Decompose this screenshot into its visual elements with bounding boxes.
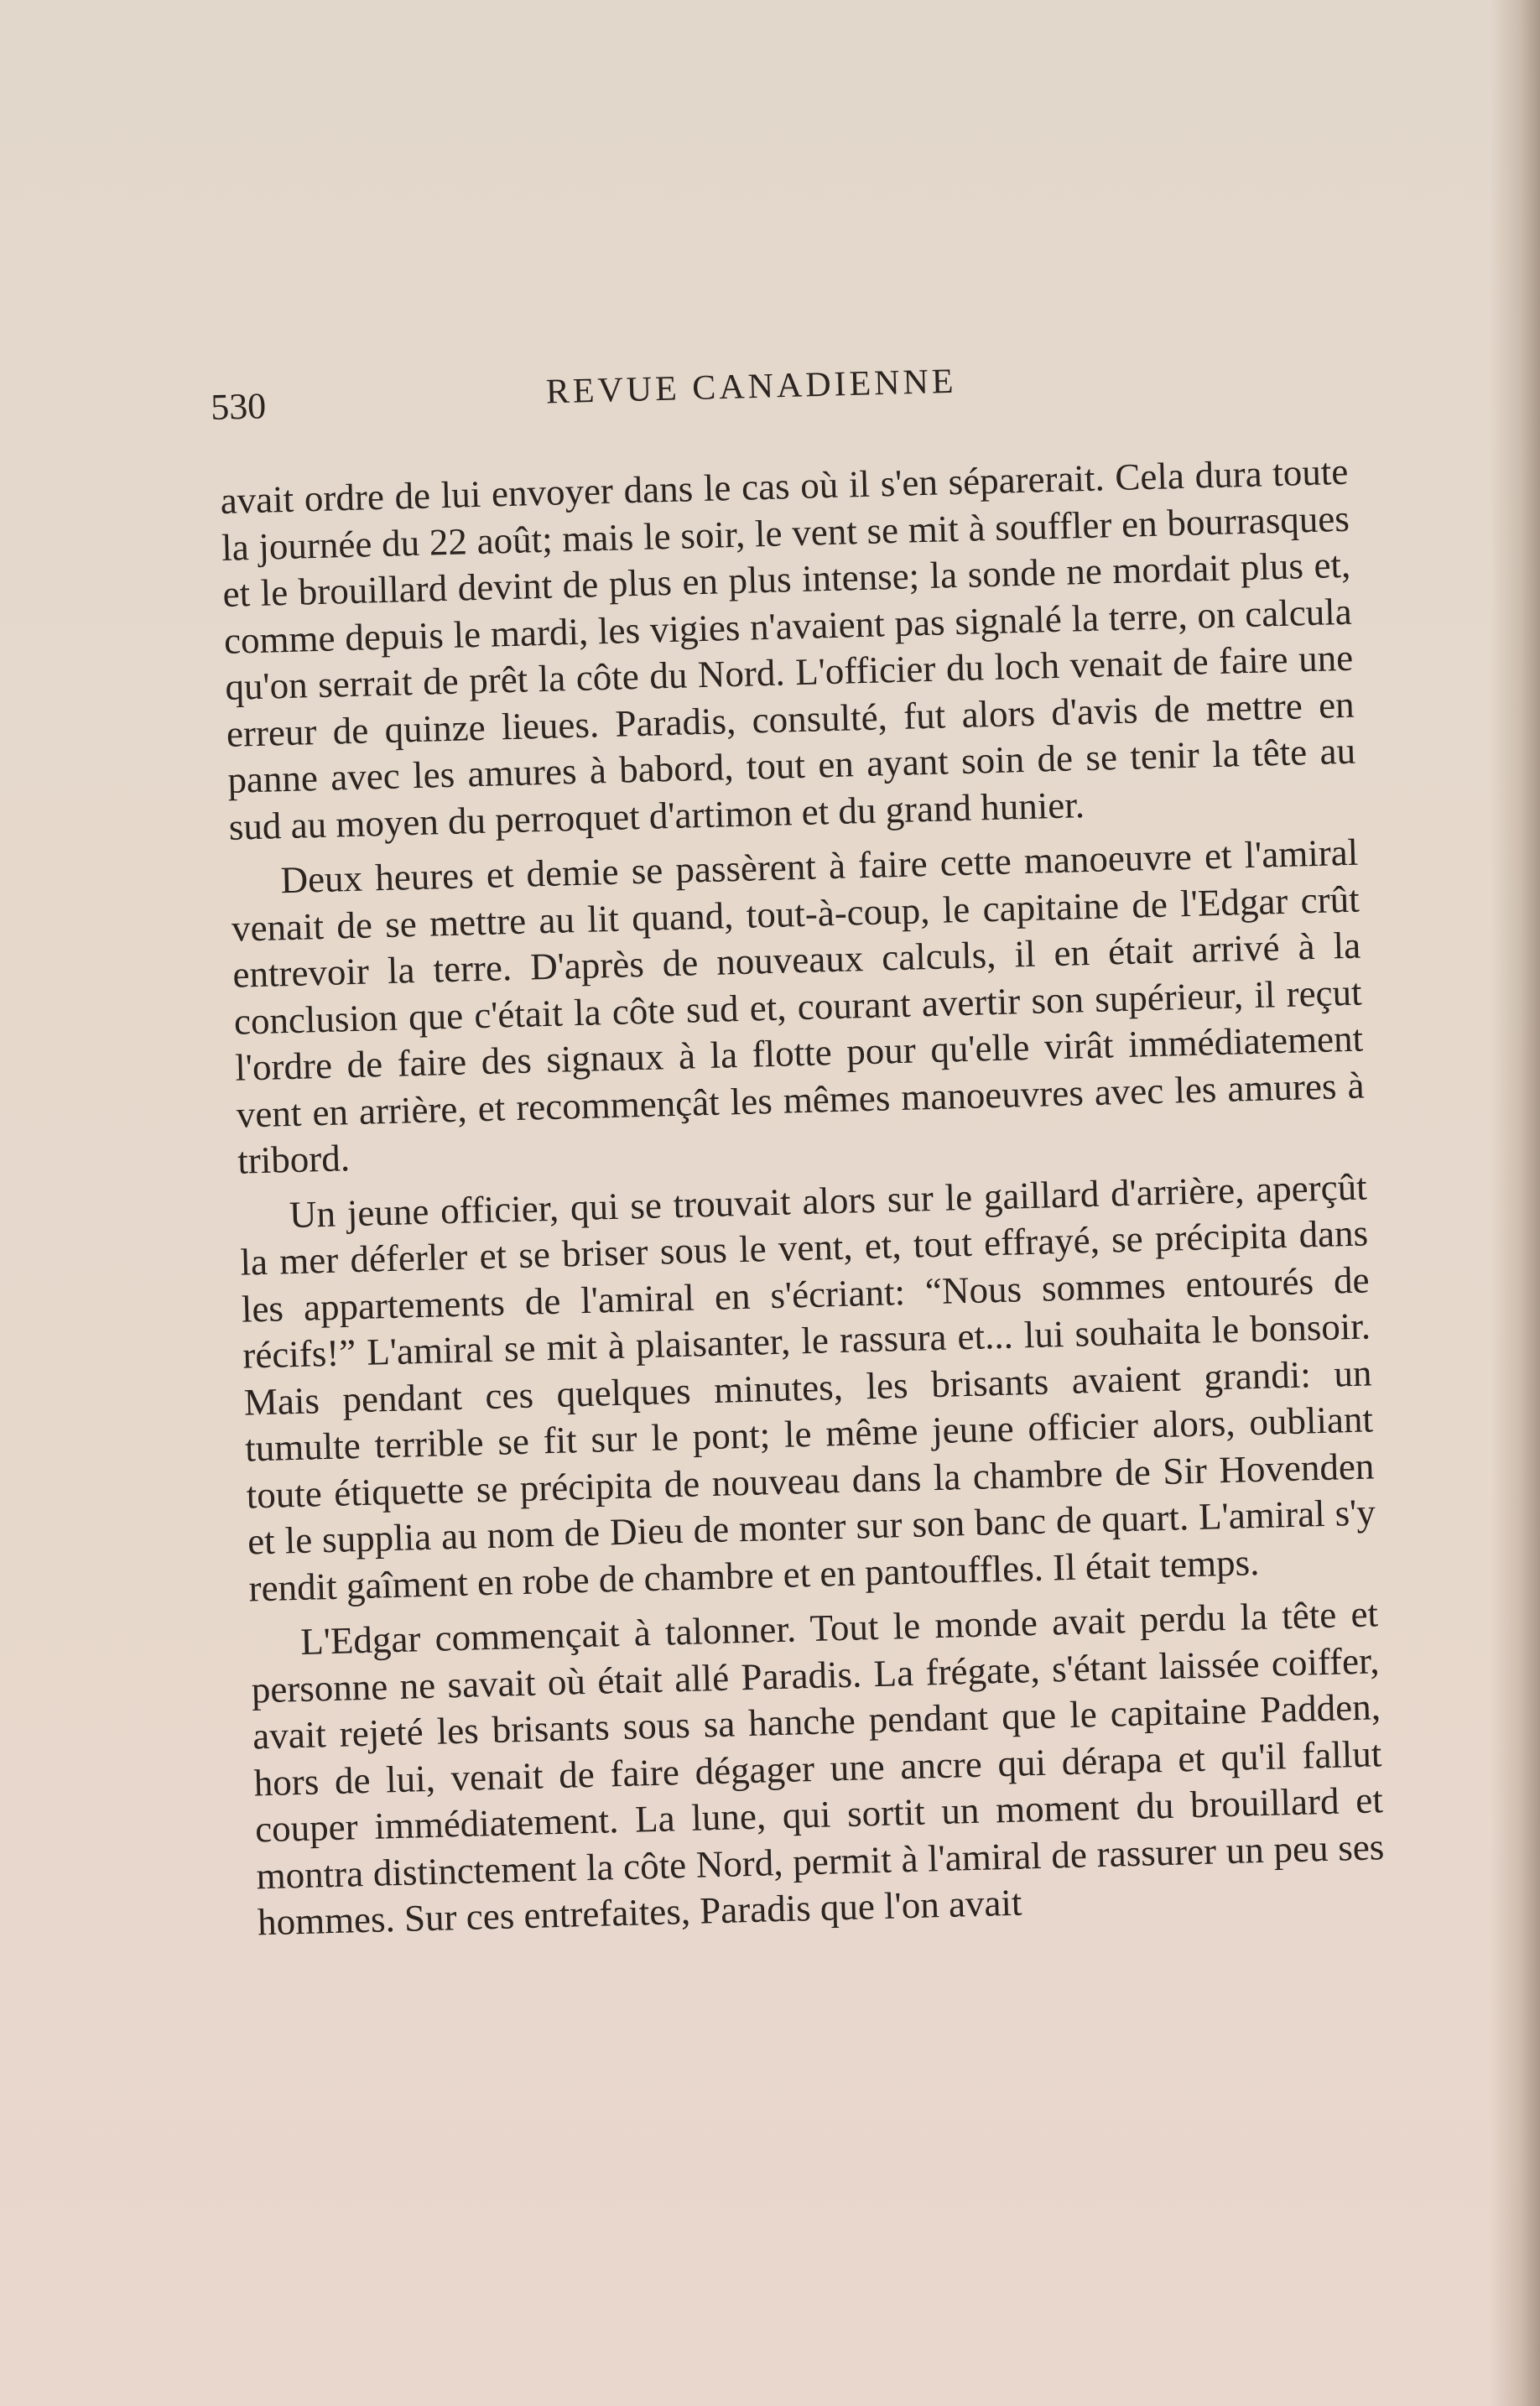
paragraph-1: avait ordre de lui envoyer dans le cas où il s'en séparerait. Cela dura toute la journée du 22 août; mais le soir, le vent se mit à souffler en bourrasques et le brouillard devint de plus en plus intense; la sonde ne mordait plus et, comme depuis le mardi, les vigies n'avaient pas signalé la terre, on calcula qu'on serrait de prêt la côte du Nord. L'officier du loch venait de faire une erreur de quinze lieues. Paradis, consulté, fut alors d'avis de mettre en panne avec les amures à babord, tout en ayant soin de se tenir la tête au sud au moyen du perroquet d'artimon et du grand hunier. [220, 450, 1356, 848]
page-number: 530 [210, 385, 267, 428]
paragraph-3: Un jeune officier, qui se trouvait alors sur le gaillard d'arrière, aperçût la mer déferler et se briser sous le vent, et, tout effrayé, se précipita dans les appartements de l'amiral en s'écriant: “Nous sommes entourés de récifs!” L'amiral se mit à plaisanter, le rassura et... lui souhaita le bonsoir. Mais pendant ces quelques minutes, les brisants avaient grandi: un tumulte terrible se fit sur le pont; le même jeune officier alors, oubliant toute étiquette se précipita de nouveau dans la chambre de Sir Hovenden et le supplia au nom de Dieu de monter sur son banc de quart. L'amiral s'y rendit gaîment en robe de chambre et en pantouffles. Il était temps. [239, 1164, 1376, 1610]
page-header [210, 340, 1344, 436]
paragraph-2: Deux heures et demie se passèrent à faire cette manoeuvre et l'amiral venait de se mettre au lit quand, tout-à-coup, le capitaine de l'Edgar crût entrevoir la terre. D'après de nouveaux calculs, il en était arrivé à la conclusion que c'était la côte sud et, courant avertir son supérieur, il reçut l'ordre de faire des signaux à la flotte pour qu'elle virât immédiatement vent en arrière, et recommençât les mêmes manoeuvres avec les amures à tribord. [231, 831, 1366, 1182]
page-edge-shadow [1490, 0, 1540, 2406]
body-text [220, 449, 1387, 1955]
running-title: REVUE CANADIENNE [545, 362, 958, 412]
paragraph-4: L'Edgar commençait à talonner. Tout le monde avait perdu la tête et personne ne savait où était allé Paradis. La frégate, s'étant laissée coiffer, avait rejeté les brisants sous sa hanche pendant que le capitaine Padden, hors de lui, venait de faire dégager une ancre qui dérapa et qu'il fallut couper immédiatement. La lune, qui sortit un moment du brouillard et montra distinctement la côte Nord, permit à l'amiral de rassurer un peu ses hommes. Sur ces entrefaites, Paradis que l'on avait [251, 1592, 1385, 1944]
